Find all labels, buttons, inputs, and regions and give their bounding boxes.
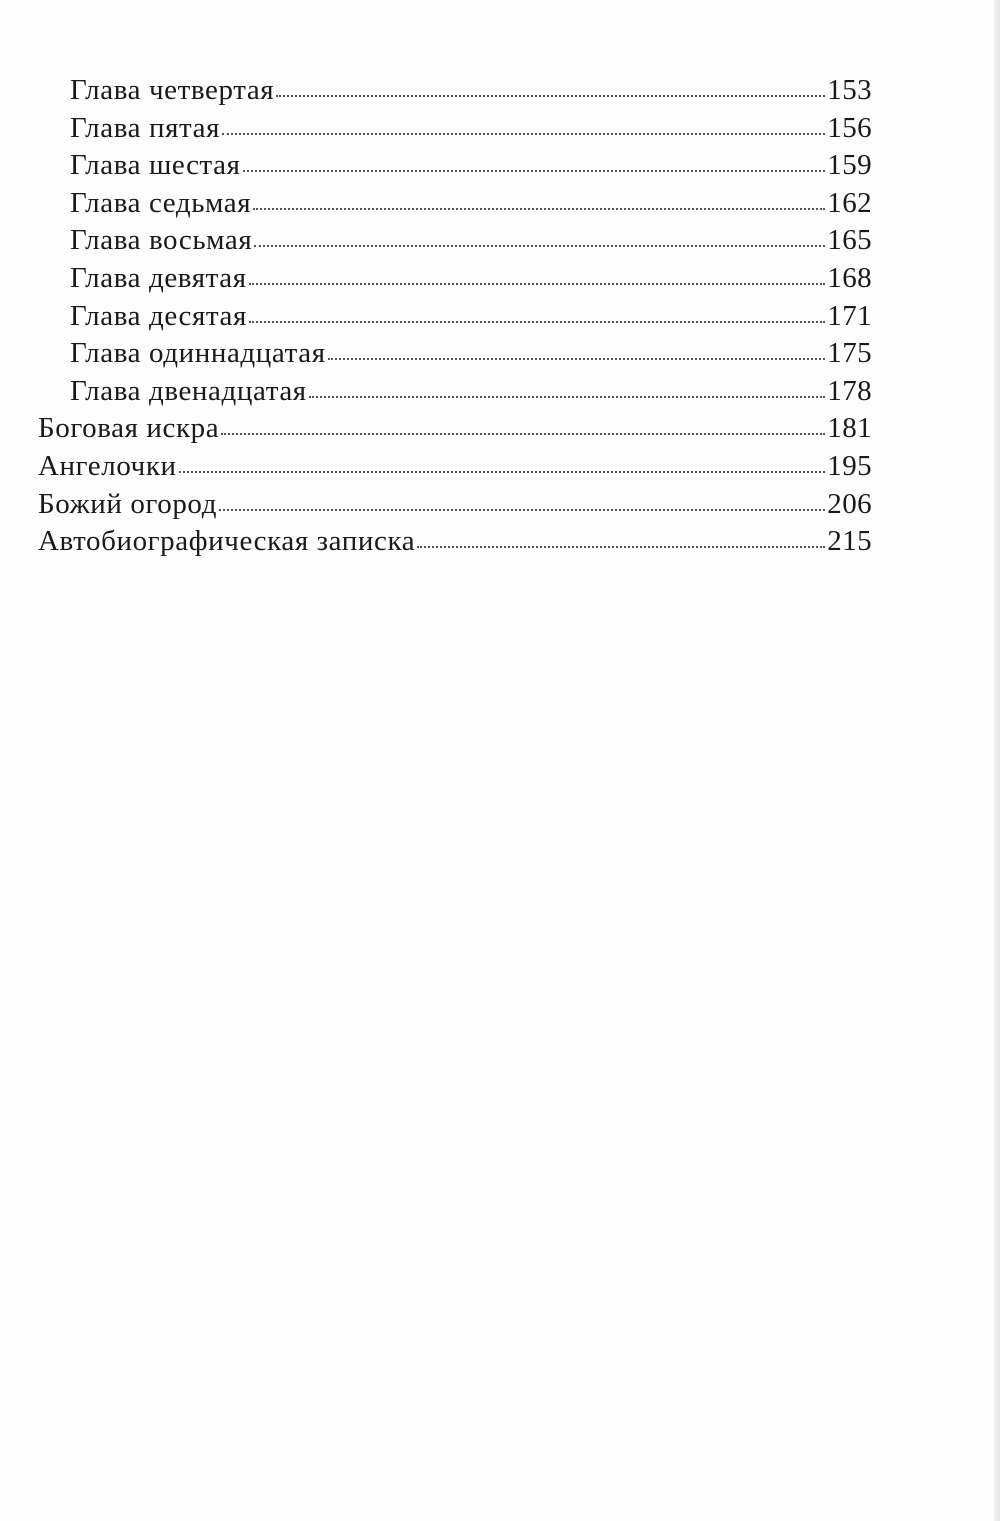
dot-leader — [249, 282, 826, 285]
toc-entry-title: Глава четвертая — [70, 74, 275, 106]
dot-leader — [221, 432, 825, 435]
dot-leader — [253, 207, 825, 210]
dot-leader — [309, 395, 826, 398]
toc-entry — [38, 110, 872, 148]
toc-entry-page: 171 — [827, 299, 872, 332]
toc-entry — [38, 335, 872, 373]
dot-leader — [179, 470, 826, 473]
toc-entry-page: 215 — [827, 525, 872, 558]
toc-entry-page: 165 — [827, 224, 872, 257]
page-edge-shadow — [994, 0, 1000, 1521]
toc-entry-title: Глава седьмая — [70, 186, 252, 219]
toc-entry — [38, 298, 872, 336]
toc-entry-title: Ангелочки — [38, 449, 177, 482]
dot-leader — [222, 132, 825, 135]
dot-leader — [276, 94, 825, 97]
toc-entry — [38, 147, 872, 185]
toc-entry-page: 153 — [827, 74, 872, 106]
dot-leader — [417, 545, 825, 548]
toc-entry — [38, 72, 872, 110]
toc-entry-page: 162 — [827, 186, 872, 219]
dot-leader — [254, 244, 825, 247]
toc-entry-page: 168 — [827, 261, 872, 294]
toc-entry-page: 159 — [827, 149, 872, 182]
toc-entry-title: Глава двенадцатая — [70, 374, 307, 407]
toc-entry-page: 195 — [827, 449, 872, 482]
table-of-contents — [38, 72, 872, 561]
toc-entry — [38, 410, 872, 448]
toc-entry — [38, 185, 872, 223]
dot-leader — [249, 320, 825, 323]
dot-leader — [219, 508, 825, 511]
toc-entry-title: Глава десятая — [70, 299, 247, 332]
toc-entry-page: 156 — [827, 111, 872, 144]
toc-entry-page: 175 — [827, 337, 872, 370]
toc-entry — [38, 448, 872, 486]
toc-entry-title: Божий огород — [38, 487, 218, 520]
toc-entry-title: Глава шестая — [70, 149, 241, 182]
toc-entry-title: Боговая искра — [38, 412, 220, 445]
toc-entry — [38, 260, 872, 298]
toc-entry-page: 178 — [827, 374, 872, 407]
toc-entry-page: 206 — [827, 487, 872, 520]
dot-leader — [243, 169, 826, 172]
toc-entry — [38, 523, 872, 561]
toc-entry — [38, 486, 872, 524]
toc-entry — [38, 222, 872, 260]
toc-entry-title: Автобиографическая записка — [38, 525, 416, 558]
toc-entry-title: Глава пятая — [70, 111, 221, 144]
toc-entry — [38, 373, 872, 411]
toc-entry-title: Глава девятая — [70, 261, 247, 294]
toc-entry-title: Глава восьмая — [70, 224, 253, 257]
toc-entry-page: 181 — [827, 412, 872, 445]
toc-entry-title: Глава одиннадцатая — [70, 337, 326, 370]
dot-leader — [328, 357, 826, 360]
